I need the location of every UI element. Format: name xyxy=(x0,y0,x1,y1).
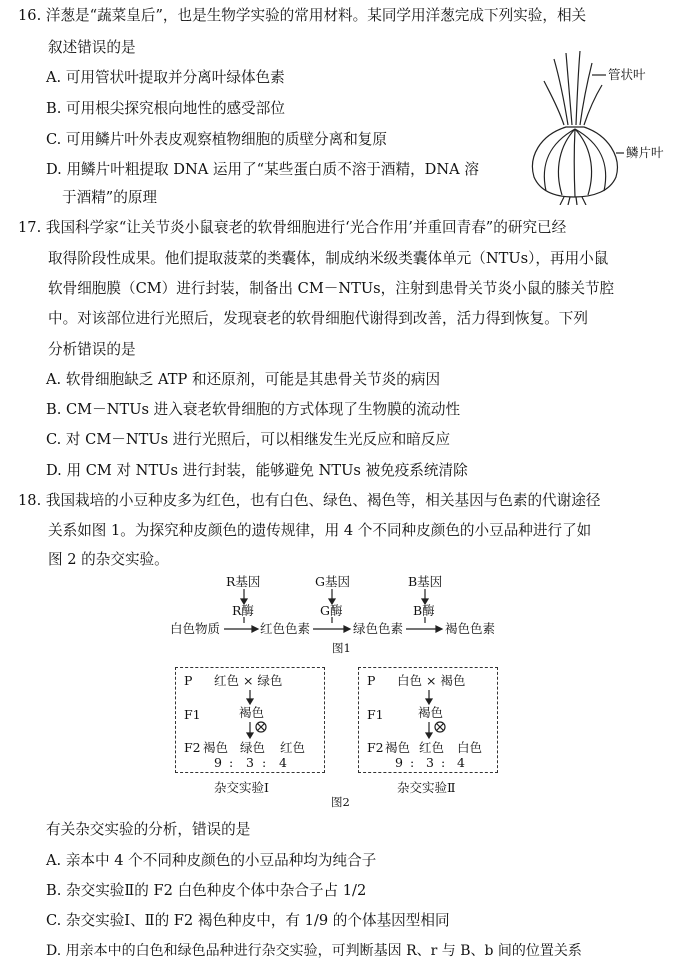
q18-stem-line2: 关系如图 1。为探究种皮颜色的遗传规律，用 4 个不同种皮颜色的小豆品种进行了如 xyxy=(48,522,592,539)
exp2-p-label: P xyxy=(367,673,376,688)
exp1-f1-value: 褐色 xyxy=(239,705,265,720)
exp2-ratio-3: 4 xyxy=(457,755,465,770)
q17-option-d: D. 用 CM 对 NTUs 进行封装，能够避免 NTUs 被免疫系统清除 xyxy=(46,462,468,479)
cross-experiment-1 xyxy=(175,667,325,773)
label-tubular-leaf: 管状叶 xyxy=(608,67,646,82)
substance-green: 绿色色素 xyxy=(353,621,404,636)
exp2-ratio-colon: : xyxy=(410,755,415,770)
exp2-ratio-colon-2: : xyxy=(441,755,446,770)
exp1-f2-label: F2 xyxy=(184,740,201,755)
q18-option-d: D. 用亲本中的白色和绿色品种进行杂交实验，可判断基因 R、r 与 B、b 间的位置关系 xyxy=(46,943,582,959)
enzyme-r: R酶 xyxy=(232,603,254,618)
q17-stem-line1: 17. 我国科学家“让关节炎小鼠衰老的软骨细胞进行‘光合作用’并重回青春”的研究已经 xyxy=(18,219,567,236)
q16-option-b: B. 可用根尖探究根向地性的感受部位 xyxy=(46,100,285,117)
gene-r: R基因 xyxy=(226,574,261,589)
exp1-p-label: P xyxy=(184,673,193,688)
q16-option-d: D. 用鳞片叶粗提取 DNA 运用了“某些蛋白质不溶于酒精，DNA 溶 xyxy=(46,161,479,178)
exp2-f2-label: F2 xyxy=(367,740,384,755)
onion-drawing xyxy=(520,45,680,205)
exp1-ratio-colon-2: : xyxy=(262,755,267,770)
exp2-ratio-1: 9 xyxy=(395,755,403,770)
q17-stem-line2: 取得阶段性成果。他们提取菠菜的类囊体，制成纳米级类囊体单元（NTUs），再用小鼠 xyxy=(48,250,609,267)
cross-experiment-2 xyxy=(358,667,498,773)
exp1-p-cross: 红色 × 绿色 xyxy=(214,673,283,688)
q18-option-c: C. 杂交实验Ⅰ、Ⅱ的 F2 褐色种皮中，有 1/9 的个体基因型相同 xyxy=(46,912,450,929)
exp2-f2-brown: 褐色 xyxy=(385,740,411,755)
exp1-f2-green: 绿色 xyxy=(240,740,266,755)
enzyme-g: G酶 xyxy=(320,603,343,618)
enzyme-b: B酶 xyxy=(413,603,435,618)
q17-stem-line4: 中。对该部位进行光照后，发现衰老的软骨细胞代谢得到改善，活力得到恢复。下列 xyxy=(48,310,588,327)
exp1-ratio-1: 9 xyxy=(214,755,222,770)
exp2-f1-label: F1 xyxy=(367,707,384,722)
onion-figure xyxy=(520,45,680,205)
exp2-f1-value: 褐色 xyxy=(418,705,444,720)
q16-option-d-cont: 于酒精”的原理 xyxy=(62,189,158,206)
substance-brown: 褐色色素 xyxy=(445,621,496,636)
q16-option-c: C. 可用鳞片叶外表皮观察植物细胞的质壁分离和复原 xyxy=(46,131,387,148)
q16-stem-line2: 叙述错误的是 xyxy=(48,39,136,56)
substance-red: 红色色素 xyxy=(260,621,311,636)
q18-option-b: B. 杂交实验Ⅱ的 F2 白色种皮个体中杂合子占 1/2 xyxy=(46,882,367,899)
label-scale-leaf: 鳞片叶 xyxy=(626,145,664,160)
q17-stem-line3: 软骨细胞膜（CM）进行封装，制备出 CM－NTUs，注射到患骨关节炎小鼠的膝关节腔 xyxy=(48,280,615,297)
exp1-ratio-colon: : xyxy=(229,755,234,770)
q17-stem-line5: 分析错误的是 xyxy=(48,341,136,358)
gene-g: G基因 xyxy=(315,574,350,589)
exp2-f2-red: 红色 xyxy=(419,740,445,755)
q16-option-a: A. 可用管状叶提取并分离叶绿体色素 xyxy=(46,69,285,86)
q18-stem-line3: 图 2 的杂交实验。 xyxy=(48,551,169,568)
exp1-f2-red: 红色 xyxy=(280,740,306,755)
figure-1-caption: 图1 xyxy=(332,641,351,655)
q17-option-c: C. 对 CM－NTUs 进行光照后，可以相继发生光反应和暗反应 xyxy=(46,431,451,448)
exp1-ratio-3: 4 xyxy=(279,755,287,770)
exp1-title: 杂交实验Ⅰ xyxy=(214,780,269,795)
figure-1-pathway xyxy=(160,575,540,657)
gene-b: B基因 xyxy=(408,574,443,589)
q18-stem-line1: 18. 我国栽培的小豆种皮多为红色，也有白色、绿色、褐色等，相关基因与色素的代谢途径 xyxy=(18,492,601,509)
substance-white: 白色物质 xyxy=(170,621,221,636)
exp2-p-cross: 白色 × 褐色 xyxy=(397,673,466,688)
exp1-ratio-2: 3 xyxy=(246,755,254,770)
q17-option-b: B. CM－NTUs 进入衰老软骨细胞的方式体现了生物膜的流动性 xyxy=(46,401,461,418)
q18-option-a: A. 亲本中 4 个不同种皮颜色的小豆品种均为纯合子 xyxy=(46,852,377,869)
exp2-f2-white: 白色 xyxy=(457,740,483,755)
exp1-f1-label: F1 xyxy=(184,707,201,722)
figure-2-caption: 图2 xyxy=(331,795,350,809)
exp1-f2-brown: 褐色 xyxy=(203,740,229,755)
q16-stem-line1: 16. 洋葱是“蔬菜皇后”，也是生物学实验的常用材料。某同学用洋葱完成下列实验，相关 xyxy=(18,7,587,24)
q17-option-a: A. 软骨细胞缺乏 ATP 和还原剂，可能是其患骨关节炎的病因 xyxy=(46,371,441,388)
q18-question: 有关杂交实验的分析，错误的是 xyxy=(46,821,251,838)
exp2-title: 杂交实验Ⅱ xyxy=(397,780,456,795)
exp2-ratio-2: 3 xyxy=(426,755,434,770)
